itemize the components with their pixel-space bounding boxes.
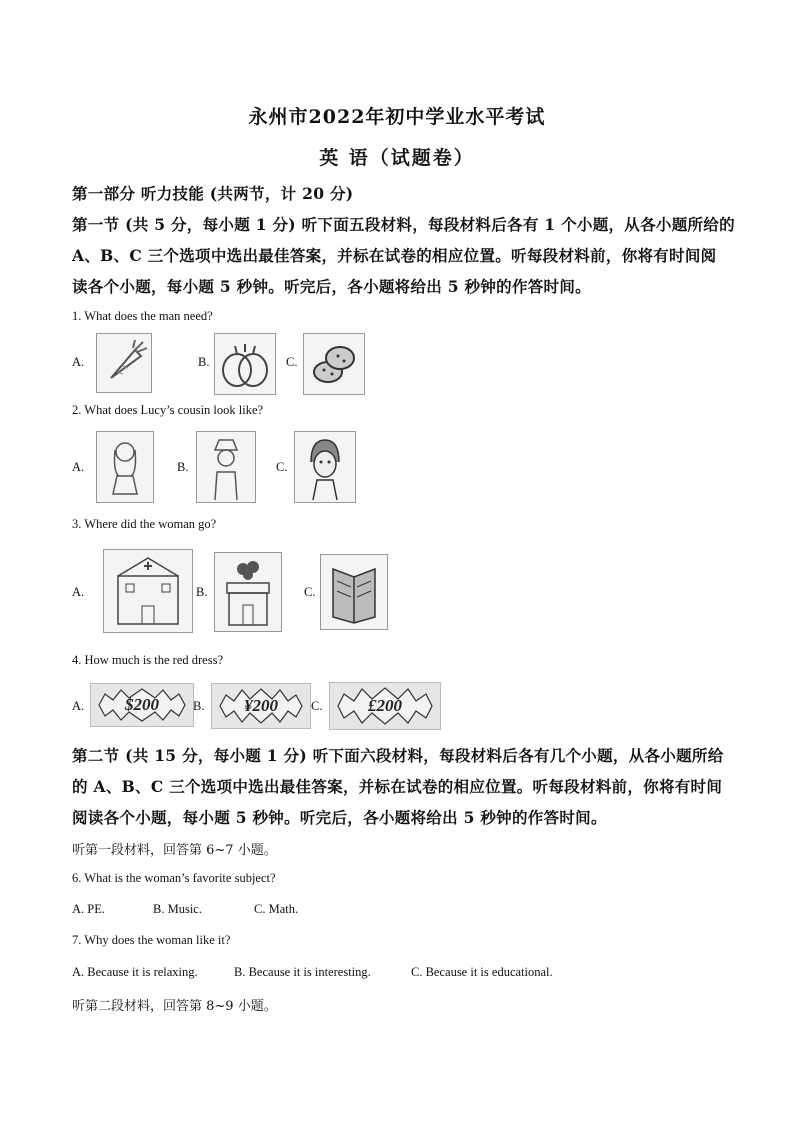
q7-option-a: A. Because it is relaxing. xyxy=(72,965,198,979)
q7-option-b: B. Because it is interesting. xyxy=(234,965,371,979)
section1-instruction-line2: A、B、C 三个选项中选出最佳答案，并标在试卷的相应位置。听每段材料前，你将有时间阅 xyxy=(72,246,717,265)
price-tag-c xyxy=(329,682,441,730)
q4-option-c-label: C. xyxy=(311,699,323,713)
question-6: 6. What is the woman’s favorite subject? xyxy=(72,871,276,885)
hospital-icon xyxy=(103,549,193,633)
section1-instruction-line3: 读各个小题，每小题 5 秒钟。听完后，各小题将给出 5 秒钟的作答时间。 xyxy=(72,277,591,296)
price-tag-a xyxy=(90,683,194,727)
girl-with-hat-icon xyxy=(196,431,256,503)
q1-option-c-label: C. xyxy=(286,355,298,369)
q6-option-b: B. Music. xyxy=(153,902,202,916)
q6-option-c: C. Math. xyxy=(254,902,299,916)
q2-option-a-label: A. xyxy=(72,460,85,474)
q1-option-a-label: A. xyxy=(72,355,85,369)
q3-option-b-label: B. xyxy=(196,585,208,599)
carrot-icon xyxy=(96,333,152,393)
question-3: 3. Where did the woman go? xyxy=(72,517,217,531)
bookstore-icon xyxy=(320,554,388,630)
q2-option-b-label: B. xyxy=(177,460,189,474)
question-2: 2. What does Lucy’s cousin look like? xyxy=(72,403,264,417)
q6-option-a: A. PE. xyxy=(72,902,105,916)
price-b-text: ¥200 xyxy=(244,696,278,715)
q4-option-a-label: A. xyxy=(72,699,85,713)
question-4: 4. How much is the red dress? xyxy=(72,653,224,667)
exam-title: 永州市2022年初中学业水平考试 xyxy=(248,106,546,128)
part1-heading: 第一部分 听力技能 (共两节，计 20 分) xyxy=(72,184,354,203)
potato-icon xyxy=(303,333,365,395)
exam-subtitle: 英 语（试题卷） xyxy=(319,147,475,169)
question-7: 7. Why does the woman like it? xyxy=(72,933,231,947)
section2-instruction-line3: 阅读各个小题，每小题 5 秒钟。听完后，各小题将给出 5 秒钟的作答时间。 xyxy=(72,808,607,827)
q7-option-c: C. Because it is educational. xyxy=(411,965,553,979)
price-c-text: £200 xyxy=(368,696,402,715)
tomato-icon xyxy=(214,333,276,395)
section2-instruction-line1: 第二节 (共 15 分，每小题 1 分) 听下面六段材料，每段材料后各有几个小题，从各小题所给 xyxy=(72,746,724,765)
price-tag-b xyxy=(211,683,311,729)
q1-option-b-label: B. xyxy=(198,355,210,369)
material-1-prompt: 听第一段材料，回答第 6~7 小题。 xyxy=(72,843,277,858)
short-hair-boy-icon xyxy=(294,431,356,503)
q3-option-c-label: C. xyxy=(304,585,316,599)
q2-option-c-label: C. xyxy=(276,460,288,474)
question-1: 1. What does the man need? xyxy=(72,309,213,323)
section2-instruction-line2: 的 A、B、C 三个选项中选出最佳答案，并标在试卷的相应位置。听每段材料前，你将有时间 xyxy=(72,777,723,796)
q4-option-b-label: B. xyxy=(193,699,205,713)
long-hair-girl-icon xyxy=(96,431,154,503)
section1-instruction-line1: 第一节 (共 5 分，每小题 1 分) 听下面五段材料，每段材料后各有 1 个小题，从各小题所给的 xyxy=(72,215,735,234)
flower-shop-icon xyxy=(214,552,282,632)
price-a-text: $200 xyxy=(125,695,159,714)
q3-option-a-label: A. xyxy=(72,585,85,599)
material-2-prompt: 听第二段材料，回答第 8~9 小题。 xyxy=(72,999,277,1014)
